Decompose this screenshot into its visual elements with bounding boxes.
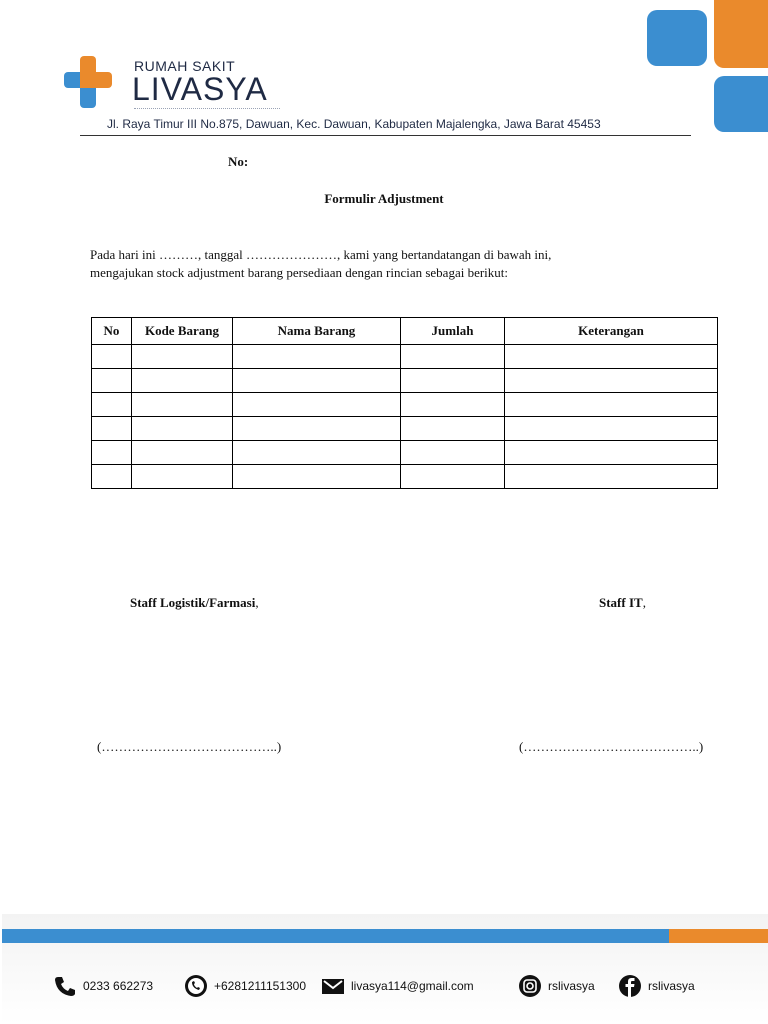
footer-bar-blue (2, 929, 669, 943)
decor-square-blue-top (647, 10, 707, 66)
intro-line-1: Pada hari ini ………, tanggal …………………, kami yang bertandatangan di bawah ini, (90, 247, 552, 262)
intro-line-2: mengajukan stock adjustment barang persediaan dengan rincian sebagai berikut: (90, 265, 509, 280)
signature-left-label (130, 595, 259, 611)
intro-paragraph (90, 246, 690, 282)
form-title: Formulir Adjustment (324, 191, 444, 206)
table-cell[interactable] (92, 441, 132, 465)
adjustment-table (91, 317, 718, 489)
table-cell[interactable] (92, 417, 132, 441)
table-cell[interactable] (401, 441, 505, 465)
header-jumlah: Jumlah (401, 318, 505, 345)
signature-left-comma: , (255, 595, 259, 610)
table-cell[interactable] (92, 345, 132, 369)
decor-square-blue-bottom (714, 76, 768, 132)
table-cell[interactable] (233, 345, 401, 369)
header-kode-barang: Kode Barang (132, 318, 233, 345)
table-cell[interactable] (132, 345, 233, 369)
table-cell[interactable] (132, 465, 233, 489)
signature-right-label (599, 595, 646, 611)
table-cell[interactable] (132, 417, 233, 441)
decor-square-orange (714, 0, 768, 68)
phone-icon (52, 974, 78, 998)
signature-right-role: Staff IT (599, 595, 643, 610)
table-cell[interactable] (233, 417, 401, 441)
table-cell[interactable] (233, 369, 401, 393)
table-cell[interactable] (132, 441, 233, 465)
table-cell[interactable] (505, 345, 718, 369)
footer-whatsapp (183, 974, 306, 998)
table-cell[interactable] (132, 393, 233, 417)
table-cell[interactable] (233, 441, 401, 465)
footer-facebook-text: rslivasya (648, 979, 695, 993)
whatsapp-icon (183, 974, 209, 998)
table-cell[interactable] (505, 441, 718, 465)
table-cell[interactable] (505, 393, 718, 417)
instagram-icon (517, 974, 543, 998)
footer-phone (52, 974, 153, 998)
hospital-address: Jl. Raya Timur III No.875, Dawuan, Kec. Dawuan, Kabupaten Majalengka, Jawa Barat 45453 (107, 117, 601, 131)
table-row (92, 369, 718, 393)
header-no: No (92, 318, 132, 345)
signature-right-comma: , (642, 595, 646, 610)
table-cell[interactable] (401, 345, 505, 369)
table-row (92, 417, 718, 441)
table-cell[interactable] (401, 393, 505, 417)
table-header-row (92, 318, 718, 345)
table-cell[interactable] (92, 393, 132, 417)
header-nama-barang: Nama Barang (233, 318, 401, 345)
footer-facebook (617, 974, 695, 998)
footer-email-text: livasya114@gmail.com (351, 979, 474, 993)
table-row (92, 441, 718, 465)
hospital-cross-logo-icon (64, 56, 112, 108)
table-cell[interactable] (401, 417, 505, 441)
logo-subtitle: RUMAH SAKIT (134, 58, 236, 74)
table-cell[interactable] (233, 393, 401, 417)
document-number-label: No: (228, 154, 249, 169)
signature-right-line: (…………………………………..) (519, 739, 704, 754)
footer-phone-text: 0233 662273 (83, 979, 154, 993)
footer-instagram-text: rslivasya (548, 979, 595, 993)
signature-left-role: Staff Logistik/Farmasi (130, 595, 256, 610)
table-cell[interactable] (233, 465, 401, 489)
table-cell[interactable] (505, 465, 718, 489)
table-cell[interactable] (505, 369, 718, 393)
table-cell[interactable] (505, 417, 718, 441)
logo-underline (134, 108, 280, 111)
mail-icon (320, 974, 346, 998)
logo-title: LIVASYA (132, 71, 268, 107)
footer-whatsapp-text: +6281211151300 (214, 979, 306, 993)
footer-instagram (517, 974, 595, 998)
table-cell[interactable] (401, 369, 505, 393)
table-cell[interactable] (401, 465, 505, 489)
footer-bar-orange (669, 929, 768, 943)
table-row (92, 345, 718, 369)
table-row (92, 465, 718, 489)
facebook-icon (617, 974, 643, 998)
table-row (92, 393, 718, 417)
signature-left-line: (…………………………………..) (97, 739, 282, 754)
header-keterangan: Keterangan (505, 318, 718, 345)
table-cell[interactable] (92, 465, 132, 489)
header-divider (80, 135, 691, 136)
table-cell[interactable] (92, 369, 132, 393)
table-cell[interactable] (132, 369, 233, 393)
footer-email (320, 974, 474, 998)
